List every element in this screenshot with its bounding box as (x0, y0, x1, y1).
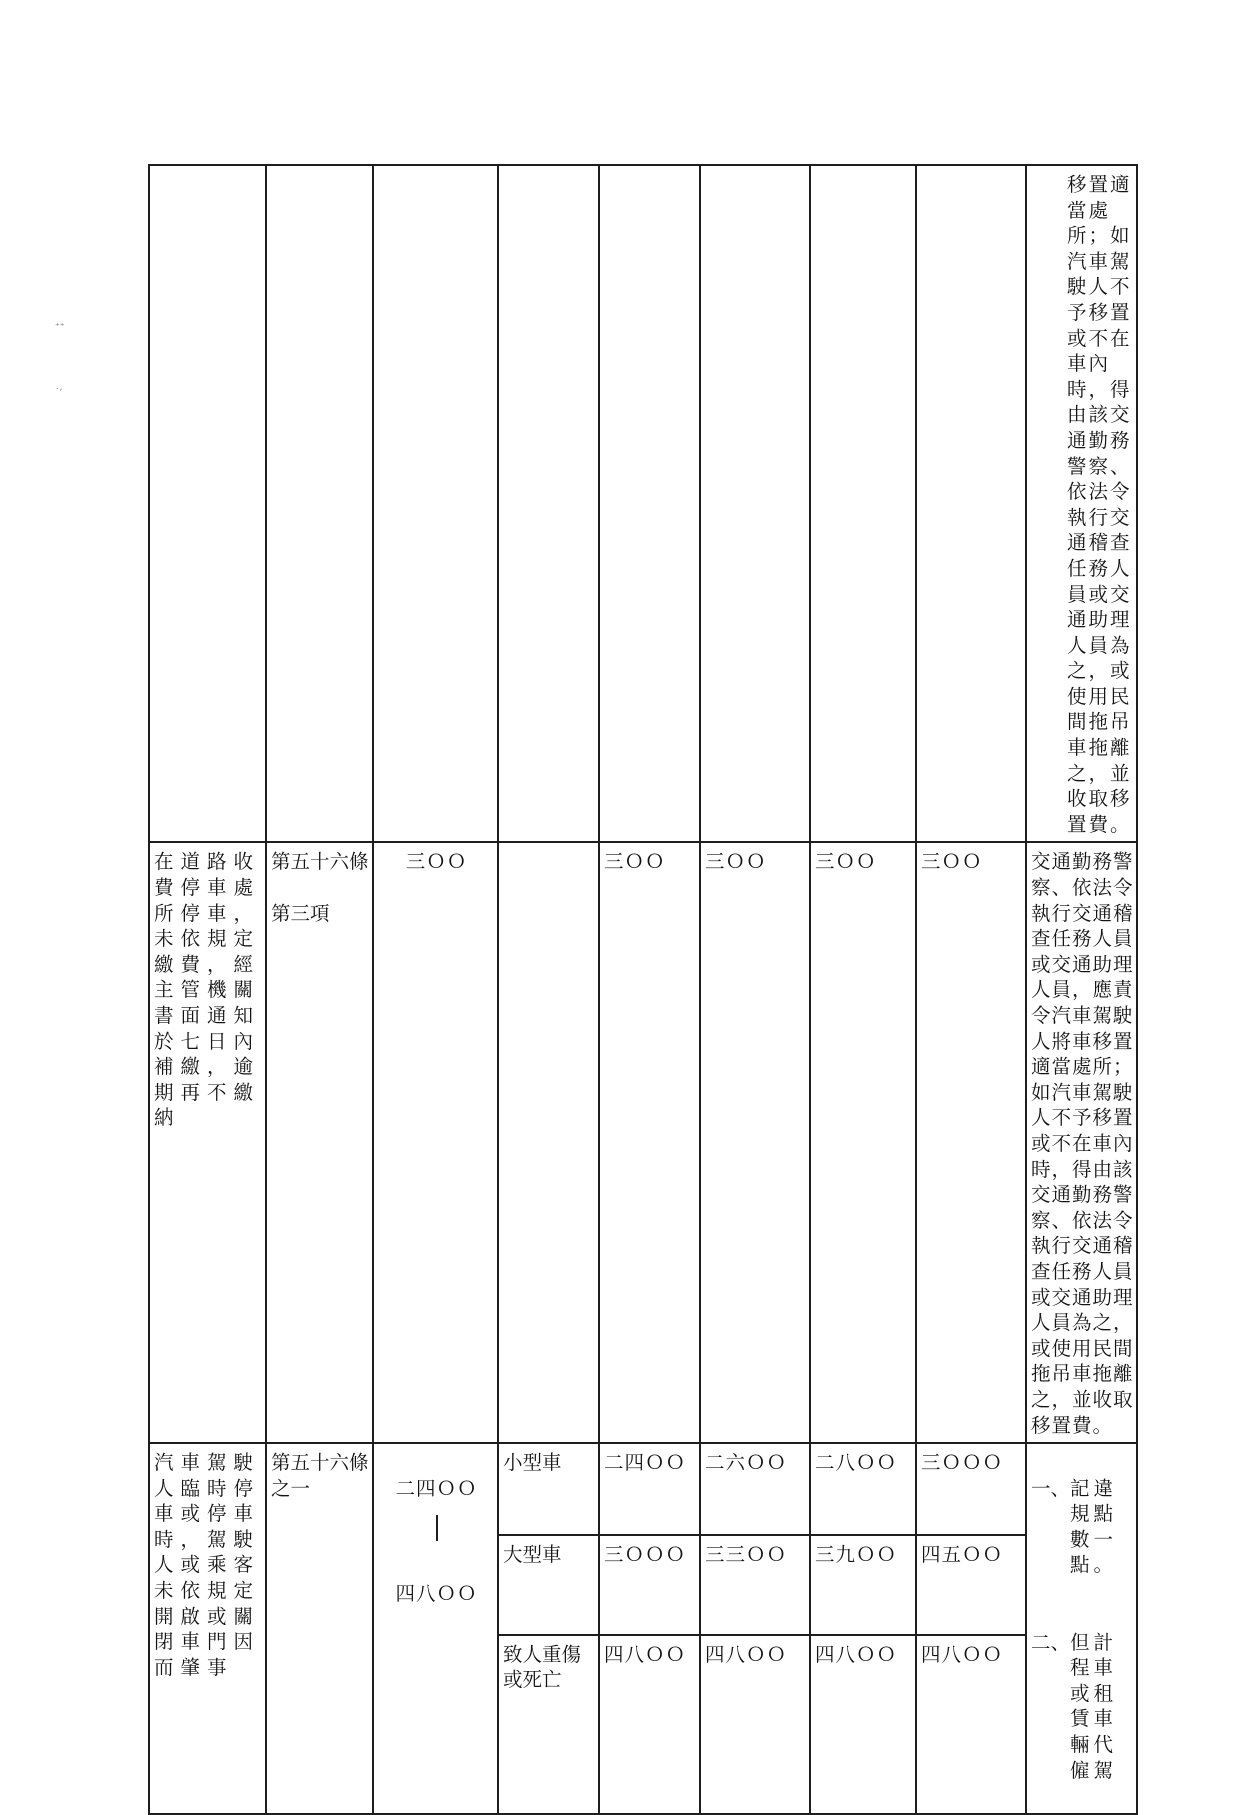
remark-item (1031, 1630, 1134, 1784)
amount-cell (916, 165, 1026, 842)
remark-text: 記違規點數一點。 (1070, 1476, 1118, 1577)
table-row (149, 1443, 1137, 1535)
vehicle-type-cell (498, 842, 599, 1443)
amount-cell: 三ＯＯＯ (916, 1443, 1026, 1535)
remark-cell: 交通勤務警 察、依法令 執行交通稽 查任務人員 或交通助理 人員，應責 令汽車駕駛 人將車移置 適當處所； 如汽車駕駛 人不予移置 或不在車內 時，得由該 交通勤務警 察、依法令 執行交通稽 查任務人員 或交通助理 人員為之， 或使用民間 拖吊車拖離 之，並收取 移置費。 (1026, 842, 1137, 1443)
amount-cell: 三三ＯＯ (700, 1535, 810, 1634)
range-dash (436, 1515, 438, 1541)
amount-cell: 四八ＯＯ (916, 1635, 1026, 1814)
vehicle-type-cell: 致人重傷 或死亡 (498, 1635, 599, 1814)
amount-cell: 四八ＯＯ (599, 1635, 700, 1814)
article-cell: 第五十六條 第三項 (266, 842, 373, 1443)
violation-condition-cell (149, 165, 266, 842)
amount-cell: 三ＯＯ (916, 842, 1026, 1443)
amount-cell: 四五ＯＯ (916, 1535, 1026, 1634)
amount-cell: 三ＯＯ (599, 842, 700, 1443)
article-cell: 第五十六條之一 (266, 1443, 373, 1814)
fine-range-min: 二四ＯＯ (395, 1476, 478, 1500)
amount-cell: 三九ＯＯ (810, 1535, 916, 1634)
amount-cell: 四八ＯＯ (810, 1635, 916, 1814)
table-row (149, 165, 1137, 842)
vehicle-type-cell: 大型車 (498, 1535, 599, 1634)
remark-item (1031, 1476, 1134, 1578)
amount-cell: 二八ＯＯ (810, 1443, 916, 1535)
remark-marker: 一、 (1031, 1476, 1071, 1500)
table-row (149, 842, 1137, 1443)
fine-range-cell: 三ＯＯ (373, 842, 498, 1443)
remark-cell: 移置適 當處 所；如 汽車駕 駛人不 予移置 或不在 車內 時，得 由該交 通勤務 警察、 依法令 執行交 通稽查 任務人 員或交 通助理 人員為 之，或 使用民 間拖吊 車拖離 之，並 收取移 置費。 (1026, 165, 1137, 842)
amount-cell: 三ＯＯＯ (599, 1535, 700, 1634)
fine-range-max: 四八ＯＯ (395, 1581, 478, 1605)
fine-range-cell (373, 1443, 498, 1814)
vehicle-type-cell: 小型車 (498, 1443, 599, 1535)
amount-cell: 三ＯＯ (700, 842, 810, 1443)
scan-speck: ˙ʼ (55, 388, 63, 398)
remark-marker: 二、 (1031, 1630, 1071, 1654)
amount-cell (700, 165, 810, 842)
fine-schedule-table (148, 164, 1138, 1815)
violation-condition-cell: 汽車駕駛人臨時停車或停車時，駕駛人或乘客未依規定開啟或關閉車門因而肇事 (149, 1443, 266, 1814)
remark-cell (1026, 1443, 1137, 1814)
violation-condition-cell: 在道路收費停車處所停車，未依規定繳費，經主管機關書面通知於七日內補繳，逾期再不繳納 (149, 842, 266, 1443)
amount-cell: 二四ＯＯ (599, 1443, 700, 1535)
fine-range-cell (373, 165, 498, 842)
article-cell (266, 165, 373, 842)
amount-cell (599, 165, 700, 842)
amount-cell: 四八ＯＯ (700, 1635, 810, 1814)
scan-speck: ⁺⁺ (55, 322, 65, 332)
vehicle-type-cell (498, 165, 599, 842)
amount-cell: 三ＯＯ (810, 842, 916, 1443)
remark-text: 但計程車或租賃車輛代僱駕 (1070, 1630, 1118, 1782)
amount-cell (810, 165, 916, 842)
amount-cell: 二六ＯＯ (700, 1443, 810, 1535)
